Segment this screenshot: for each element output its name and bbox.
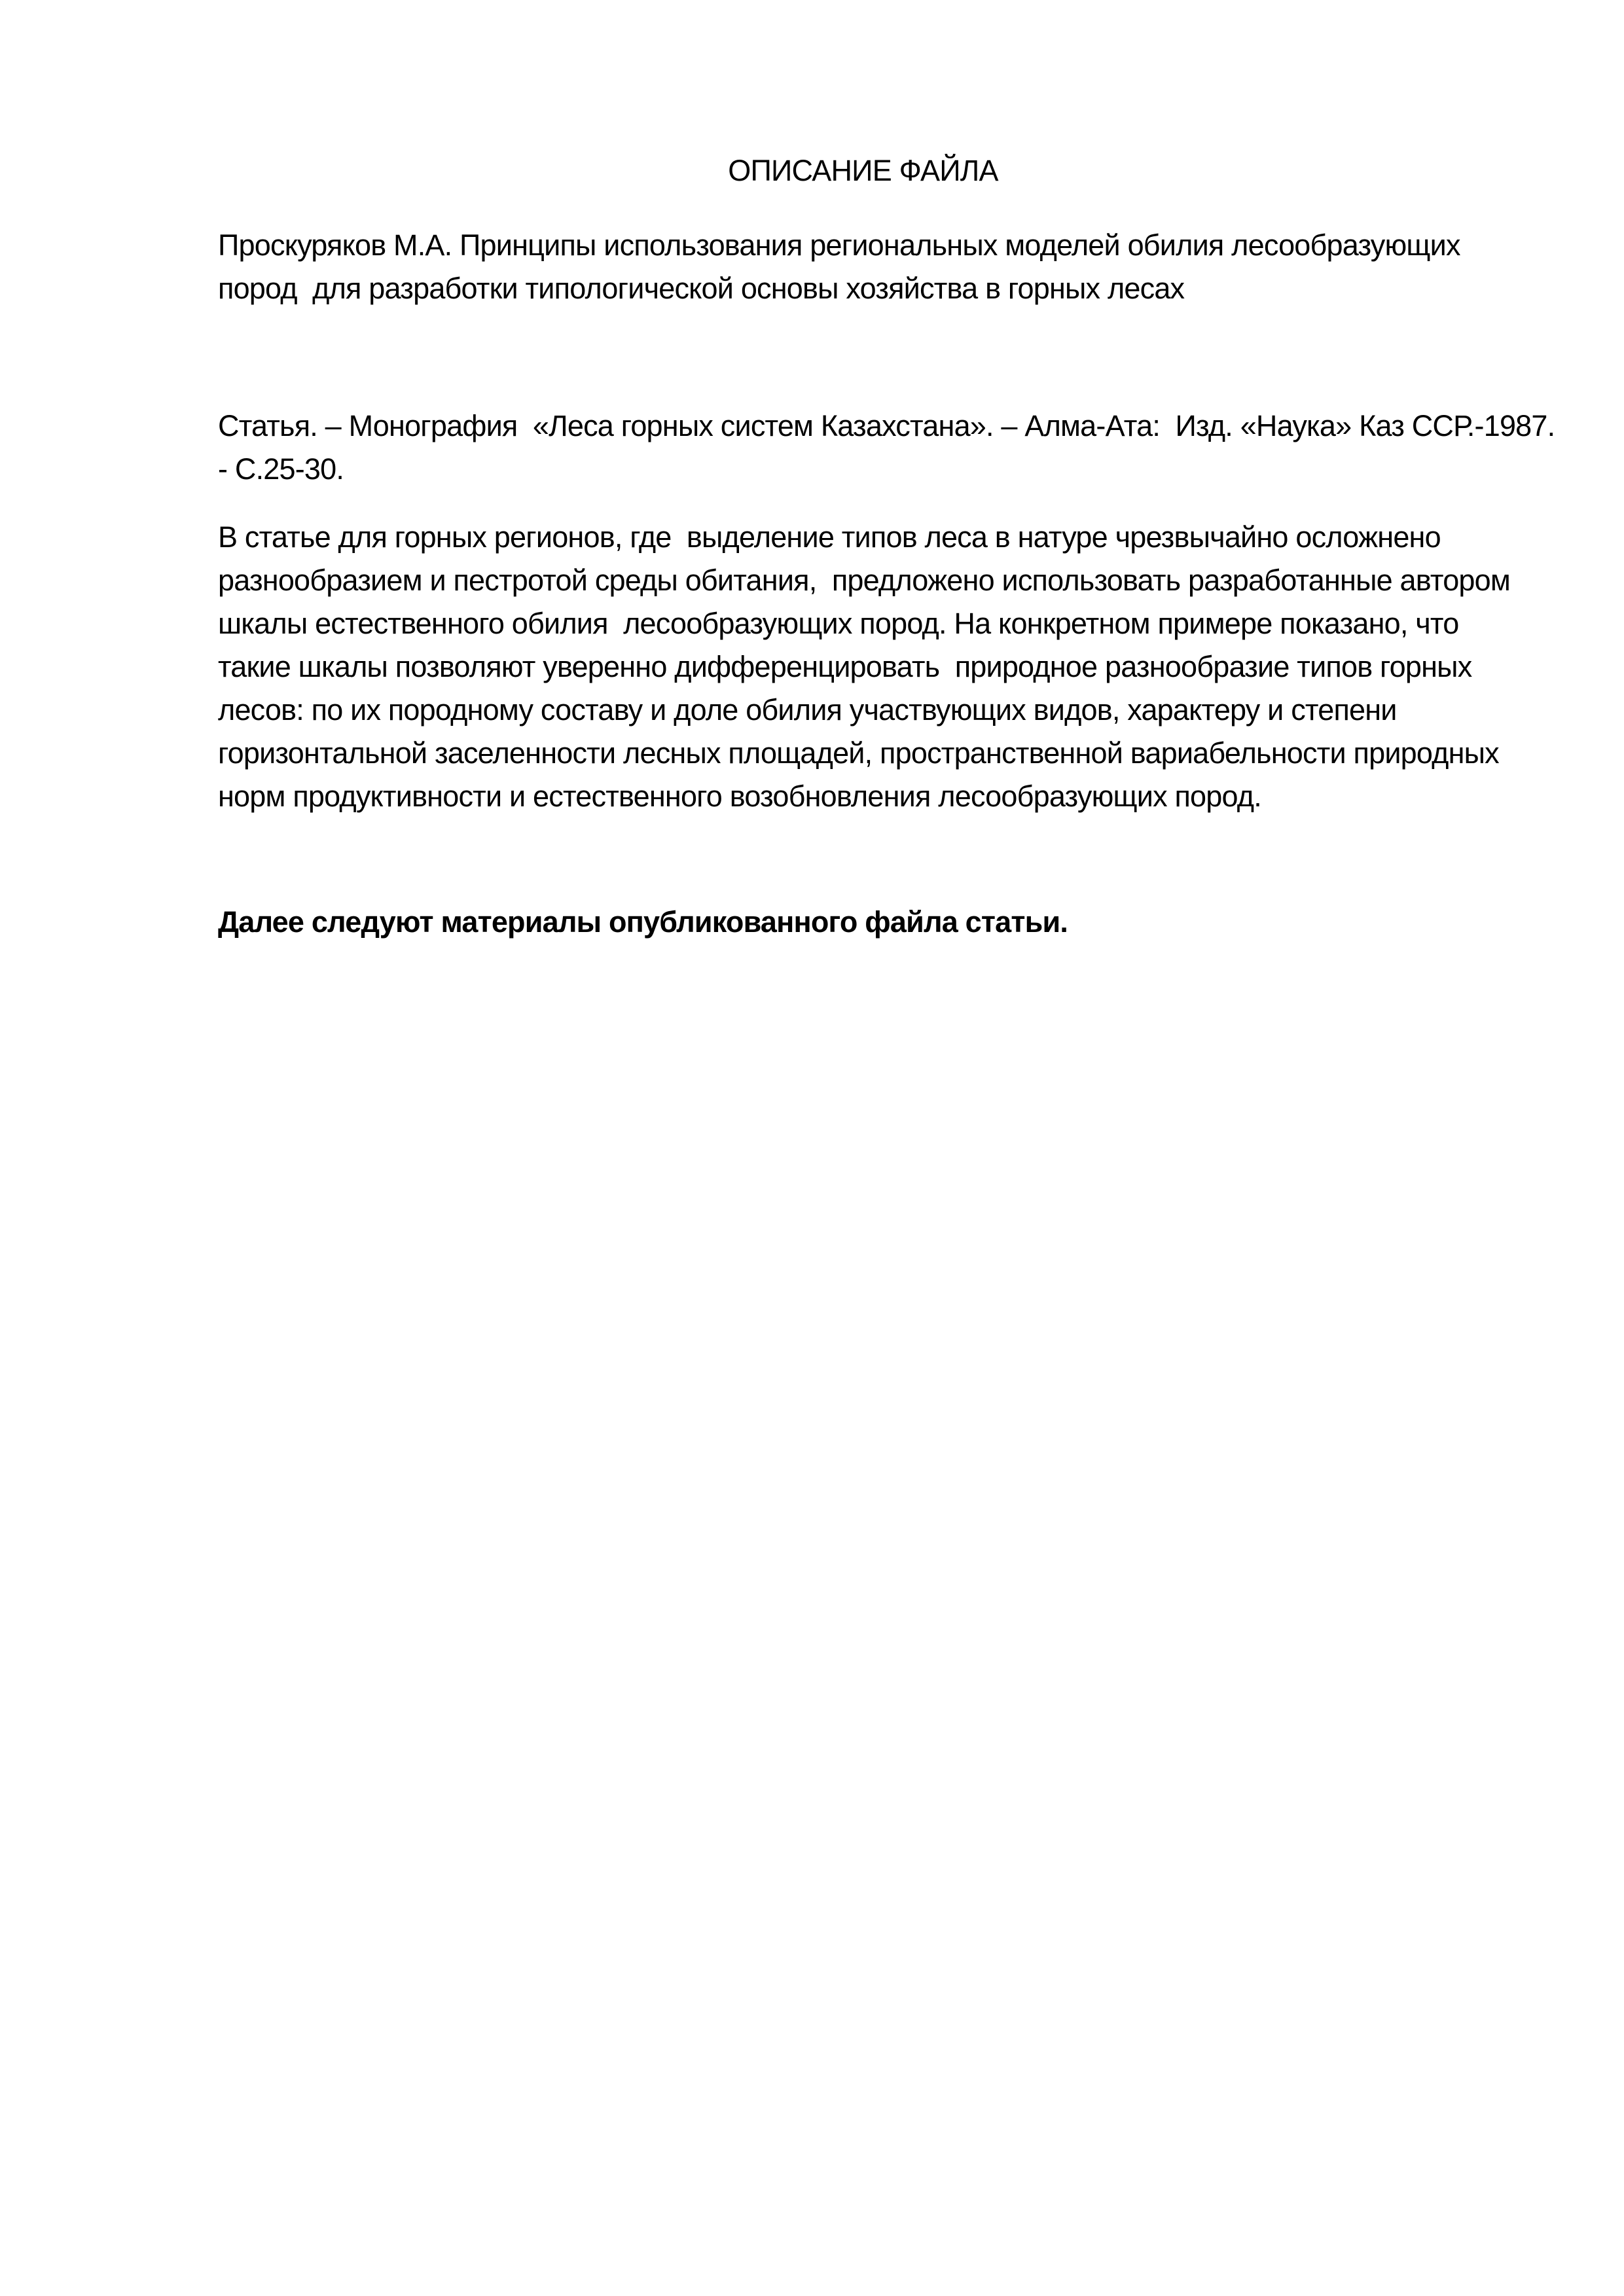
paragraph-line: шкалы естественного обилия лесообразующих пород. На конкретном примере показано, что — [218, 607, 1459, 640]
paragraph-line: лесов: по их породному составу и доле обилия участвующих видов, характеру и степени — [218, 693, 1397, 726]
author-title-paragraph — [218, 224, 1508, 310]
paragraph-line: разнообразием и пестротой среды обитания, предложено использовать разработанные автором — [218, 564, 1511, 597]
paragraph-line: Статья. – Монография «Леса горных систем Казахстана». – Алма-Ата: Изд. «Наука» Каз ССР.-1987. — [218, 409, 1555, 442]
abstract-paragraph — [218, 516, 1511, 818]
document-text-column — [218, 149, 1555, 944]
paragraph-line: Проскуряков М.А. Принципы использования региональных моделей обилия лесообразующих — [218, 228, 1460, 262]
citation-paragraph — [218, 404, 1555, 491]
paragraph-line: - С.25-30. — [218, 452, 344, 486]
footer-note: Далее следуют материалы опубликованного файла статьи. — [218, 905, 1068, 939]
paragraph-line: В статье для горных регионов, где выделение типов леса в натуре чрезвычайно осложнено — [218, 520, 1441, 554]
paragraph-line: норм продуктивности и естественного возобновления лесообразующих пород. — [218, 780, 1261, 813]
paragraph-line: горизонтальной заселенности лесных площадей, пространственной вариабельности природных — [218, 736, 1499, 770]
page-title: ОПИСАНИЕ ФАЙЛА — [728, 154, 998, 187]
paragraph-line: пород для разработки типологической основы хозяйства в горных лесах — [218, 272, 1185, 305]
paragraph-line: такие шкалы позволяют уверенно дифференцировать природное разнообразие типов горных — [218, 650, 1472, 683]
